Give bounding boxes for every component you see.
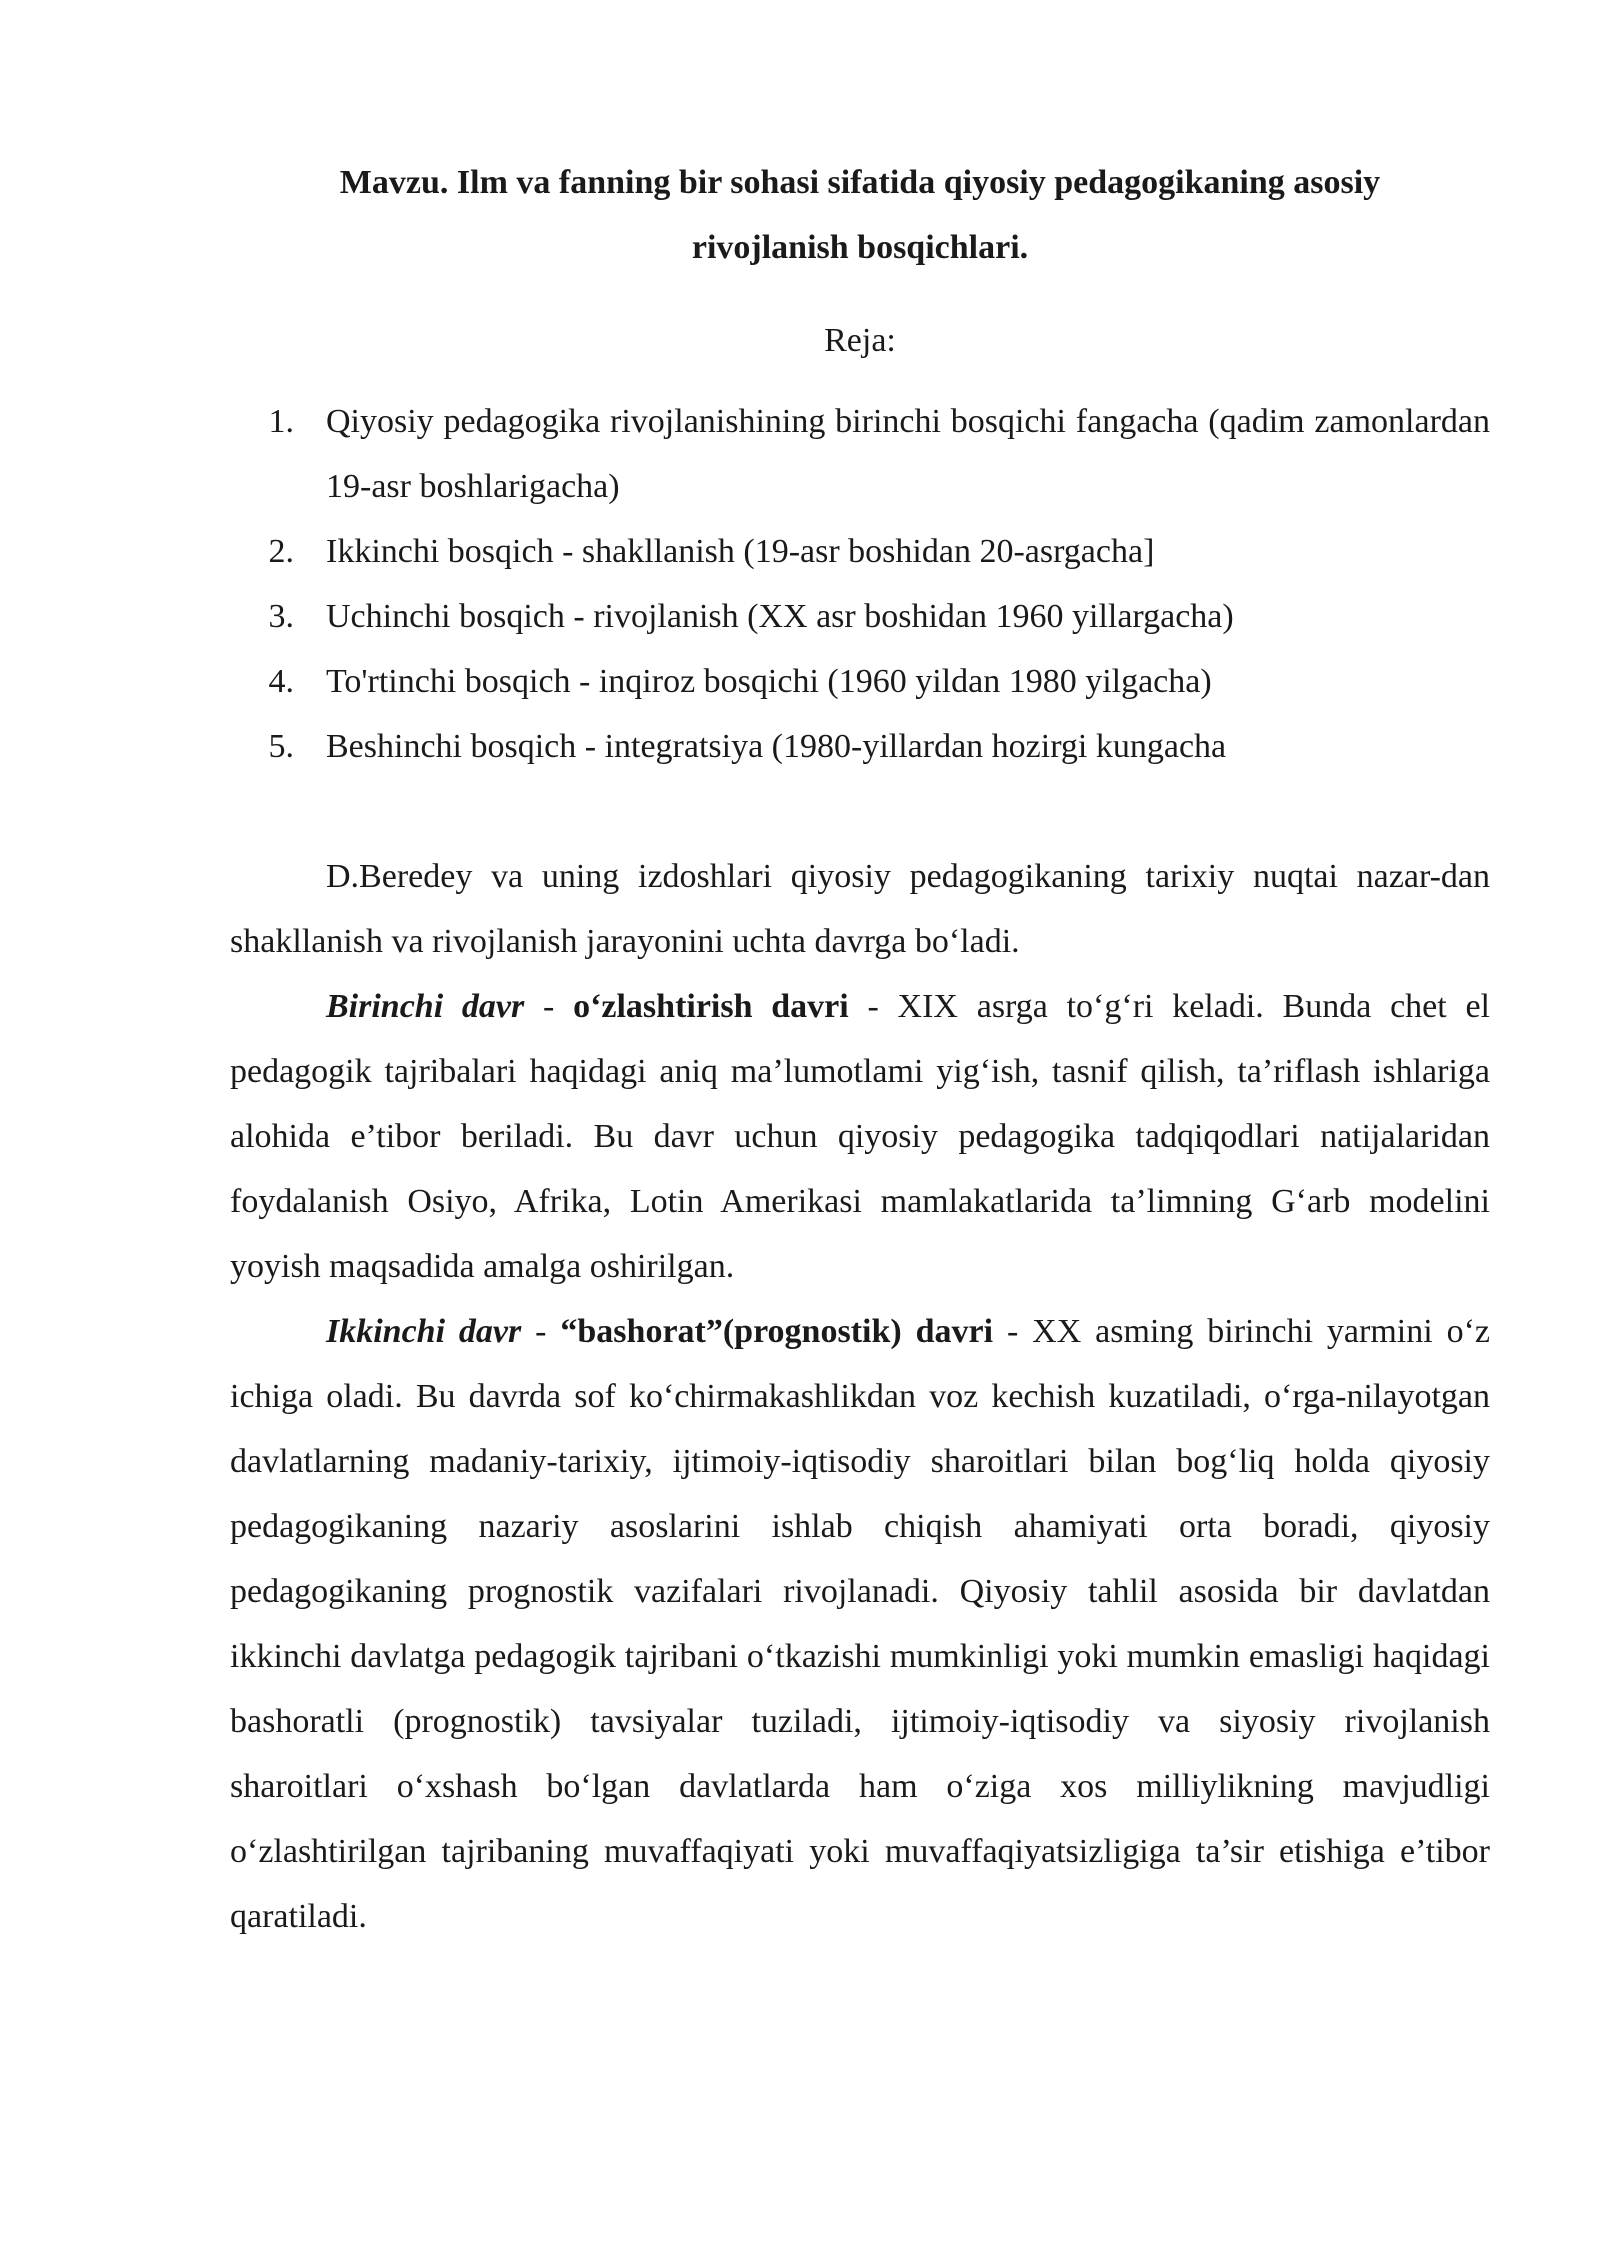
period-two-paragraph [230,1299,1490,1949]
period-one-separator: - [524,988,574,1025]
plan-item-text: Beshinchi bosqich - integratsiya (1980-yillardan hozirgi kungacha [326,728,1227,765]
plan-item [230,519,1490,584]
period-two-title: “bashorat”(prognostik) davri [560,1313,994,1350]
plan-item-number: 1. [268,403,294,440]
plan-item-number: 5. [268,728,294,765]
plan-item-text: Ikkinchi bosqich - shakllanish (19-asr boshidan 20-asrgacha] [326,533,1155,570]
plan-item [230,649,1490,714]
document-page [230,150,1490,1949]
plan-item [230,714,1490,779]
plan-item [230,389,1490,519]
period-one-title: o‘zlashtirish davri [573,988,849,1025]
plan-item-text: Uchinchi bosqich - rivojlanish (XX asr boshidan 1960 yillargacha) [326,598,1234,635]
document-title: Mavzu. Ilm va fanning bir sohasi sifatida qiyosiy pedagogikaning asosiy rivojlanish bosqichlari. [339,164,1381,266]
plan-item-text: To'rtinchi bosqich - inqiroz bosqichi (1960 yildan 1980 yilgacha) [326,663,1212,700]
period-two-separator-2: - [993,1313,1033,1350]
period-one-name: Birinchi davr [326,988,525,1025]
plan-item-number: 3. [268,598,294,635]
plan-list [230,389,1490,779]
intro-paragraph: D.Beredey va uning izdoshlari qiyosiy pedagogikaning tarixiy nuqtai nazar-dan shakllanish va rivojlanish jarayonini uchta davrga bo‘ladi. [230,858,1490,960]
period-two-separator: - [521,1313,561,1350]
plan-item-number: 2. [268,533,294,570]
plan-heading: Reja: [824,322,896,359]
period-two-name: Ikkinchi davr [326,1313,522,1350]
period-one-paragraph [230,974,1490,1299]
period-one-separator-2: - [848,988,898,1025]
plan-item [230,584,1490,649]
plan-item-text: Qiyosiy pedagogika rivojlanishining birinchi bosqichi fangacha (qadim zamonlardan 19-asr boshlarigacha) [326,403,1490,505]
period-one-text: XIX asrga to‘g‘ri keladi. Bunda chet el pedagogik tajribalari haqidagi aniq ma’lumotlami yig‘ish, tasnif qilish, ta’riflash ishlariga alohida e’tibor beriladi. Bu davr uchun qiyosiy pedagogika tadqiqodlari natijalaridan foydalanish Osiyo, Afrika, Lotin Amerikasi mamlakatlarida ta’limning G‘arb modelini yoyish maqsadida amalga oshirilgan. [230,988,1490,1285]
period-two-text: XX asming birinchi yarmini o‘z ichiga oladi. Bu davrda sof ko‘chirmakashlikdan voz kechish kuzatiladi, o‘rga-nilayotgan davlatlarning madaniy-tarixiy, ijtimoiy-iqtisodiy sharoitlari bilan bog‘liq holda qiyosiy pedagogikaning nazariy asoslarini ishlab chiqish ahamiyati orta boradi, qiyosiy pedagogikaning prognostik vazifalari rivojlanadi. Qiyosiy tahlil asosida bir davlatdan ikkinchi davlatga pedagogik tajribani o‘tkazishi mumkinligi yoki mumkin emasligi haqidagi bashoratli (prognostik) tavsiyalar tuziladi, ijtimoiy-iqtisodiy va siyosiy rivojlanish sharoitlari o‘xshash bo‘lgan davlatlarda ham o‘ziga xos milliylikning mavjudligi o‘zlashtirilgan tajribaning muvaffaqiyati yoki muvaffaqiyatsizligiga ta’sir etishiga e’tibor qaratiladi. [230,1313,1490,1935]
plan-item-number: 4. [268,663,294,700]
